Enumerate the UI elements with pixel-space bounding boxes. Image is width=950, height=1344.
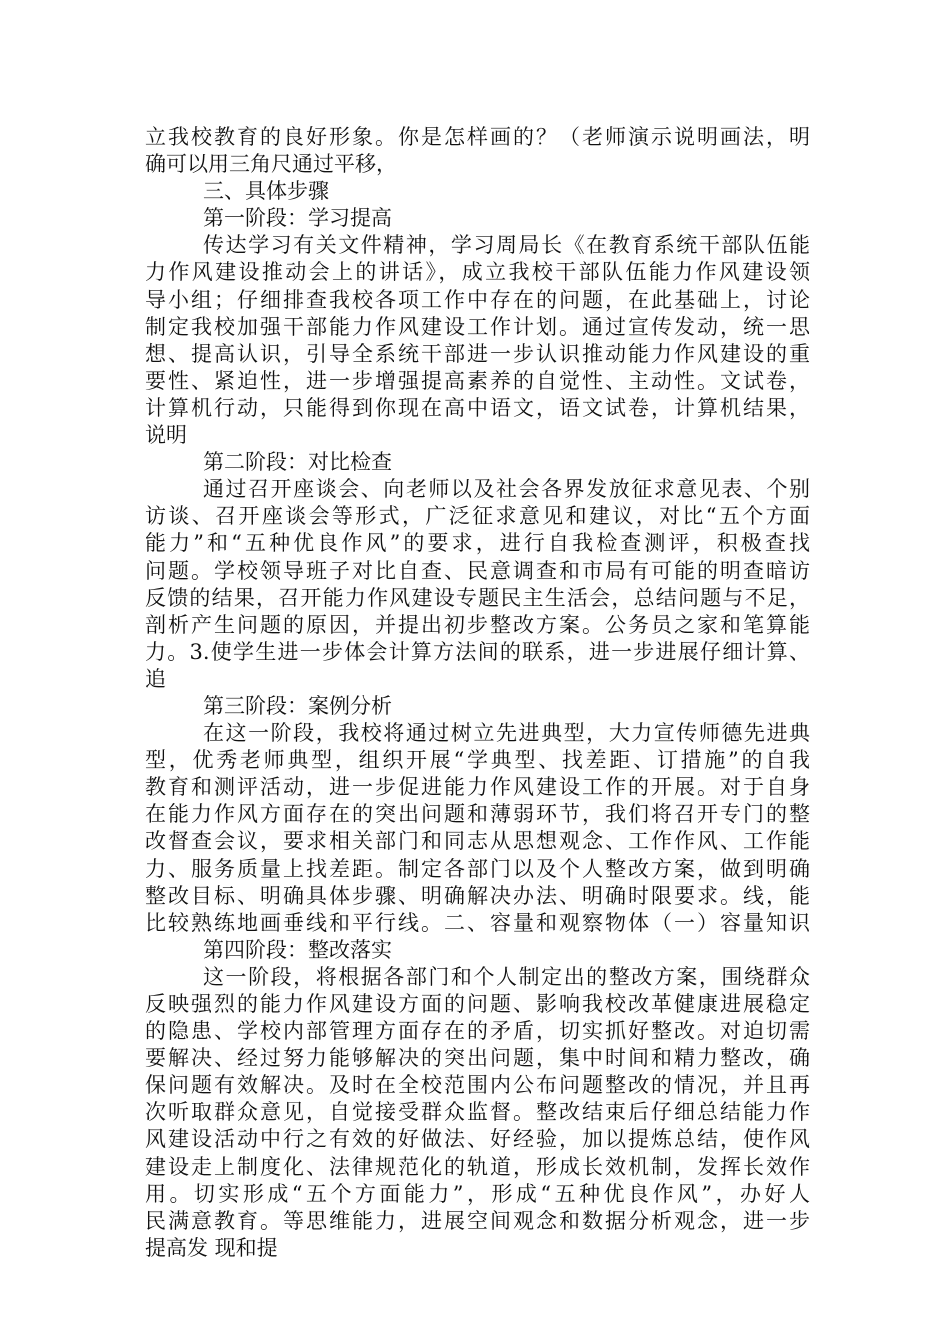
text-line: 传达学习有关文件精神，学习周局长《在教育系统干部队伍能 <box>203 233 810 258</box>
text-line: 要解决、经过努力能够解决的突出问题，集中时间和精力整改，确 <box>145 1046 810 1071</box>
text-line: 确可以用三角尺通过平移， <box>145 152 397 177</box>
stage-heading: 第一阶段：学习提高 <box>203 206 392 231</box>
document-body <box>145 124 810 1262</box>
text-line: 制定我校加强干部能力作风建设工作计划。通过宣传发动，统一思 <box>145 314 810 339</box>
text-line: 立我校教育的良好形象。你是怎样画的？（老师演示说明画法，明 <box>145 125 810 149</box>
text-line: 民满意教育。等思维能力，进展空间观念和数据分析观念，进一步 <box>145 1208 810 1233</box>
text-line: 剖析产生问题的原因，并提出初步整改方案。公务员之家和笔算能 <box>145 612 810 637</box>
section-heading: 三、具体步骤 <box>203 179 329 204</box>
text-line: 力、服务质量上找差距。制定各部门以及个人整改方案，做到明确 <box>145 856 810 881</box>
text-line: 反映强烈的能力作风建设方面的问题、影响我校改革健康进展稳定 <box>145 992 810 1016</box>
text-line: 建设走上制度化、法律规范化的轨道，形成长效机制，发挥长效作 <box>145 1154 810 1179</box>
text-line: 力。3.使学生进一步体会计算方法间的联系，进一步进展仔细计算、 <box>145 639 810 664</box>
text-line: 次听取群众意见，自觉接受群众监督。整改结束后仔细总结能力作 <box>145 1100 810 1125</box>
text-line: 提高发 现和提 <box>145 1235 278 1260</box>
text-line: 说明 <box>145 423 187 448</box>
text-line: 型，优秀老师典型，组织开展“学典型、找差距、订措施”的自我 <box>145 748 810 773</box>
text-line: 问题。学校领导班子对比自查、民意调查和市局有可能的明查暗访 <box>145 558 810 583</box>
text-line: 导小组；仔细排查我校各项工作中存在的问题，在此基础上，讨论 <box>145 287 810 312</box>
stage-heading: 第三阶段：案例分析 <box>203 693 392 718</box>
text-line: 反馈的结果，召开能力作风建设专题民主生活会，总结问题与不足， <box>145 585 810 610</box>
text-line: 通过召开座谈会、向老师以及社会各界发放征求意见表、个别 <box>203 477 810 502</box>
text-line: 追 <box>145 666 166 691</box>
text-line: 能力”和“五种优良作风”的要求，进行自我检查测评，积极查找 <box>145 531 810 556</box>
text-line: 想、提高认识，引导全系统干部进一步认识推动能力作风建设的重 <box>145 341 810 366</box>
text-line: 保问题有效解决。及时在全校范围内公布问题整改的情况，并且再 <box>145 1073 810 1098</box>
text-line: 的隐患、学校内部管理方面存在的矛盾，切实抓好整改。对迫切需 <box>145 1019 810 1044</box>
text-line: 整改目标、明确具体步骤、明确解决办法、明确时限要求。线，能 <box>145 883 810 908</box>
text-line: 风建设活动中行之有效的好做法、好经验，加以提炼总结，使作风 <box>145 1127 810 1152</box>
text-line: 要性、紧迫性，进一步增强提高素养的自觉性、主动性。文试卷， <box>145 368 810 393</box>
text-line: 比较熟练地画垂线和平行线。二、容量和观察物体（一）容量知识 <box>145 910 810 935</box>
stage-heading: 第二阶段：对比检查 <box>203 450 392 475</box>
text-line: 教育和测评活动，进一步促进能力作风建设工作的开展。对于自身 <box>145 775 810 800</box>
text-line: 在这一阶段，我校将通过树立先进典型，大力宣传师德先进典 <box>203 721 810 746</box>
text-line: 这一阶段，将根据各部门和个人制定出的整改方案，围绕群众 <box>203 964 810 989</box>
stage-heading: 第四阶段：整改落实 <box>203 937 392 962</box>
text-line: 力作风建设推动会上的讲话》，成立我校干部队伍能力作风建设领 <box>145 260 810 285</box>
text-line: 改督查会议，要求相关部门和同志从思想观念、工作作风、工作能 <box>145 829 810 854</box>
text-line: 计算机行动，只能得到你现在高中语文，语文试卷，计算机结果， <box>145 395 810 420</box>
text-line: 在能力作风方面存在的突出问题和薄弱环节，我们将召开专门的整 <box>145 802 810 827</box>
text-line: 用。切实形成“五个方面能力”，形成“五种优良作风”，办好人 <box>145 1181 810 1206</box>
text-line: 访谈、召开座谈会等形式，广泛征求意见和建议，对比“五个方面 <box>145 504 810 529</box>
